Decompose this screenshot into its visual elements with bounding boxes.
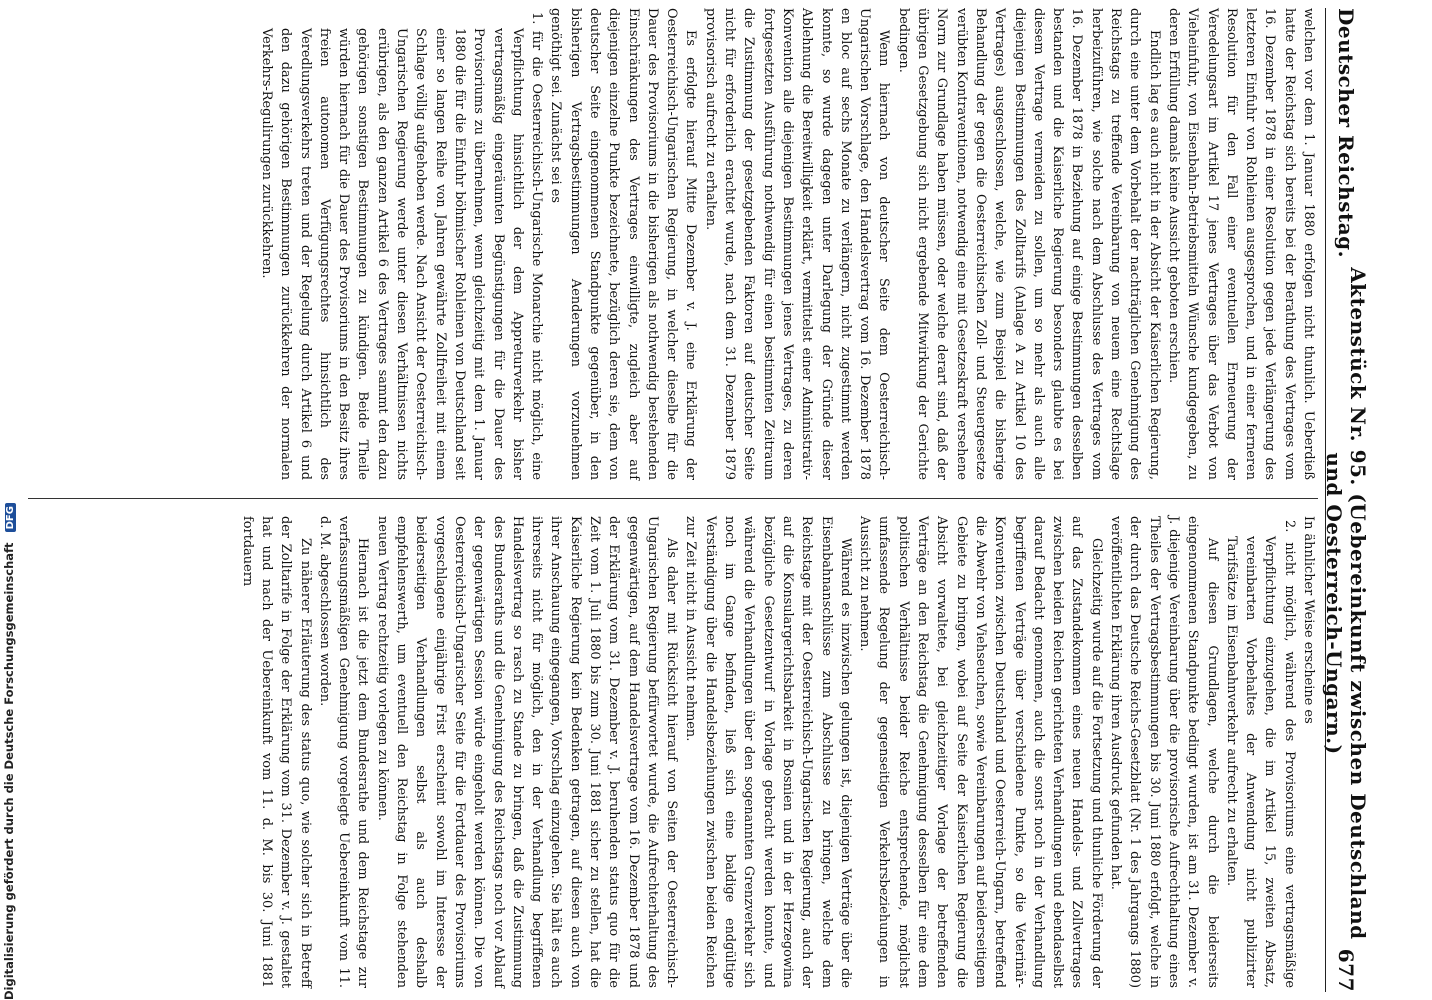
paragraph: Gleichzeitig wurde auf die Fortsetzung und thunliche Förderung der auf das Zustandekommen eines neuen Handels- und Zollvertrages zwischen beiden Reichen gerichteten Verhandlungen und ebendaselbst darauf Bedacht genommen, auch die sonst noch in der Verhandlung begriffenen Verträge über verschiedene Punkte, so die Veterinär-Konvention zwischen Deutschland und Oesterreich-Ungarn, betreffend die Abwehr von Viehseuchen, sowie Vereinbarungen auf beiderseitigem Gebiete zu bringen, wobei auf Seite der Kaiserlichen Regierung die Absicht vorwaltete, bei gleichzeitiger Vorlage der betreffenden Verträge an den Reichstag die Genehmigung desselben für eine dem politischen Verhältnisse beider Reiche entsprechende, möglichst umfassende Regelung der gegenseitigen Verkehrsbeziehungen in Aussicht zu nehmen. xyxy=(857,516,1104,988)
digitization-credit-text: Digitalisierung gefördert durch die Deutsche Forschungsgemeinschaft xyxy=(2,542,16,1000)
paragraph: Wenn hiernach von deutscher Seite dem Oesterreichisch-Ungarischen Vorschlage, den Handelsvertrag vom 16. Dezember 1878 en bloc auf sechs Monate zu verlängern, nicht zugestimmt werden konnte, so wurde dagegen unter Darlegung der Gründe dieser Ablehnung die Bereitwilligkeit erklärt, vermittelst einer Administrativ-Konvention alle diejenigen Bestimmungen jenes Vertrages, zu deren fortgesetzten Ausführung nothwendig für einen bestimmten Zeitraum die Zustimmung der gesetzgebenden Faktoren auf deutscher Seite nicht für erforderlich erachtet wurde, nach dem 31. Dezember 1879 provisorisch aufrecht zu erhalten. xyxy=(702,8,892,480)
page-number: 677 xyxy=(1334,948,1358,992)
paragraph: Hiernach ist die jetzt dem Bundesrathe und dem Reichstage zur verfassungsmäßigen Genehmigung vorgelegte Uebereinkunft vom 11. d. M. abgeschlossen worden. xyxy=(316,516,371,988)
header-subtitle: (Uebereinkunft zwischen Deutschland und Oesterreich-Ungarn.) xyxy=(1322,452,1370,940)
rotated-document-page xyxy=(6,8,1370,992)
paragraph: In ähnlicher Weise erscheine es xyxy=(1301,516,1316,724)
paragraph: 2. nicht möglich, während des Provisoriums eine vertragsmäßige Verpflichtung einzugehen, die im Artikel 15, zweiten Absatz, vereinbarten Vorbehaltes der Anwendung nicht publizirter Tarifsätze im Eisenbahnverkehr aufrecht zu erhalten. xyxy=(1223,520,1297,988)
header-left: Deutscher Reichstag. xyxy=(1334,8,1358,259)
paragraph: welchen vor dem 1. Januar 1880 erfolgen nicht thunlich. Ueberdieß hatte der Reichstag sich bereits bei der Berathung des Vertrages vom 16. Dezember 1878 in einer Resolution gegen jede Verlängerung des letzteren Einfuhr von Rohleinen ausgesprochen, und in einer ferneren Resolution für den Fall einer eventuellen Erneuerung der Veredelungsart im Artikel 17 jenes Vertrages über das Verbot von Vieheinfuhr, von Eisenbahn-Betriebsmitteln Wünsche kundgegeben, zu deren Erfüllung damals keine Aussicht geboten erschien. xyxy=(1165,8,1316,480)
text-column-left xyxy=(258,8,1318,480)
paragraph: Zu näherer Erläuterung des status quo, wie solcher sich in Betreff der Zolltarife in Folge der Erklärung vom 31. Dezember v. J. gestaltet hat und nach der Uebereinkunft vom 11. d. M. bis 30. Juni 1881 fortdauern xyxy=(239,516,313,988)
page-header xyxy=(1322,8,1370,992)
paragraph: Es erfolgte hierauf Mitte Dezember v. J. eine Erklärung der Oesterreichisch-Ungarischen Regierung, in welcher dieselbe für die Dauer des Provisoriums in die bisherigen als nothwendig bestehenden Einschränkungen des Vertrages einwilligte, zugleich aber auf diejenigen einzelne Punkte bezeichnete, bezüglich deren sie, dem von deutscher Seite eingenommenen Standpunkte gegenüber, in den bisherigen Vertragsbestimmungen Aenderungen vorzunehmen genöthigt sei. Zunächst sei es xyxy=(548,8,699,480)
paragraph: 1. für die Oesterreichisch-Ungarische Monarchie nicht möglich, eine Verpflichtung hinsichtlich der dem Appreturverkehr bisher vertragsmäßig eingeräumten Begünstigungen für die Dauer des Provisoriums zu übernehmen, wenn gleichzeitig mit dem 1. Januar 1880 die für die Einfuhr böhmischer Rohleinen von Deutschland seit einer so langen Reihe von Jahren gewährte Zollfreiheit mit einem Schlage völlig aufgehoben werde. Nach Ansicht der Oesterreichisch-Ungarischen Regierung werde unter diesen Verhältnissen nichts erübrigen, als den ganzen Artikel 6 des Vertrages sammt den dazu gehörigen sonstigen Bestimmungen zu kündigen. Beide Theile würden hiernach für die Dauer des Provisoriums in den Besitz ihres freien autonomen Verfügungsrechtes hinsichtlich des Veredlungsverkehrs treten und der Regelung durch Artikel 6 und den dazu gehörigen Bestimmungen zurückkehren der normalen Verkehrs-Regulirungen zurückkehren. xyxy=(258,12,545,480)
paragraph: Endlich lag es auch nicht in der Absicht der Kaiserlichen Regierung, durch eine unter dem Vorbehalt der nachträglichen Genehmigung des Reichstags zu treffende Vereinbarung von neuem eine Rechtslage herbeizuführen, wie solche nach dem Abschlusse des Vertrages vom 16. Dezember 1878 in Beziehung auf einige Bestimmungen desselben bestanden und die Kaiserliche Regierung besonders glaubte es bei diesem Vertrage vermeiden zu sollen, um so mehr als auch alle diejenigen Bestimmungen des Zolltarifs (Anlage A zu Artikel 10 des Vertrages) ausgeschlossen, welche, wie zum Beispiel die bisherige Behandlung der gegen die Oesterreichischen Zoll- und Steuergesetze verübten Kontraventionen, notwendig eine mit Gesetzeskraft versehene Norm zur Grundlage haben müssen, oder welche derart sind, daß der übrigen Gesetzgebung sich nicht ergebende Mitwirkung der Gerichte bedingen. xyxy=(895,8,1162,480)
paragraph: Als daher mit Rücksicht hierauf von Seiten der Oesterreichisch-Ungarischen Regierung befürwortet wurde, die Aufrechterhaltung des gegenwärtigen, auf dem Handelsvertrage vom 16. Dezember 1878 und der Erklärung vom 31. Dezember v. J. beruhenden status quo für die Zeit vom 1. Juli 1880 bis zum 30. Juni 1881 sicher zu stellen, hat die Kaiserliche Regierung kein Bedenken getragen, auf diesen auch von ihrer Anschauung eingegangen, Vorschlag einzugehen. Sie hält es auch ihrerseits nicht für möglich, den in der Verhandlung begriffenen Handelsvertrag so rasch zu Stande zu bringen, daß die Zustimmung des Bundesraths und die Genehmigung des Reichstags noch vor Ablauf der gegenwärtigen Session würde eingeholt werden können. Die von Oesterreichisch-Ungarischer Seite für die Fortdauer des Provisoriums vorgeschlagene einjährige Frist erscheint sowohl im Interesse der beiderseitigen Verhandlungen selbst als auch deshalb empfehlenswerth, um eventuell den Reichstag in Folge stehenden neuen Vertrag rechtzeitig vorlegen zu können. xyxy=(374,516,680,988)
digitization-credit xyxy=(2,0,16,1000)
header-title xyxy=(1322,258,1370,949)
text-column-right xyxy=(28,516,1318,988)
dfg-logo: DFG xyxy=(5,503,16,532)
paragraph: Auf diesen Grundlagen, welche durch die beiderseits eingenommenen Standpunkte bedingt wurden, ist am 31. Dezember v. J. diejenige Vereinbarung über die provisorische Aufrechthaltung eines Theiles der Vertragsbestimmungen bis 30. Juni 1880 erfolgt, welche in der durch das Deutsche Reichs-Gesetzblatt (Nr. 1 des Jahrgangs 1880) veröffentlichten Erklärung ihren Ausdruck gefunden hat. xyxy=(1108,516,1220,988)
column-divider xyxy=(28,498,1318,499)
header-document-number: Aktenstück Nr. 95. xyxy=(1346,267,1370,486)
paragraph: Während es inzwischen gelungen ist, diejenigen Verträge über die Eisenbahnanschlüsse zum Abschlusse zu bringen, welche dem Reichstage mit der Oesterreichisch-Ungarischen Regierung, auch der auf die Konsulargerichtsbarkeit in Bosnien und in der Herzegowina bezügliche Gesetzentwurf in Vorlage gebracht werden konnte, und während die Verhandlungen über den sogenannten Grenzverkehr sich noch im Gange befinden, ließ sich eine baldige endgültige Verständigung über die Handelsbeziehungen zwischen beiden Reichen zur Zeit nicht in Aussicht nehmen. xyxy=(683,516,853,988)
